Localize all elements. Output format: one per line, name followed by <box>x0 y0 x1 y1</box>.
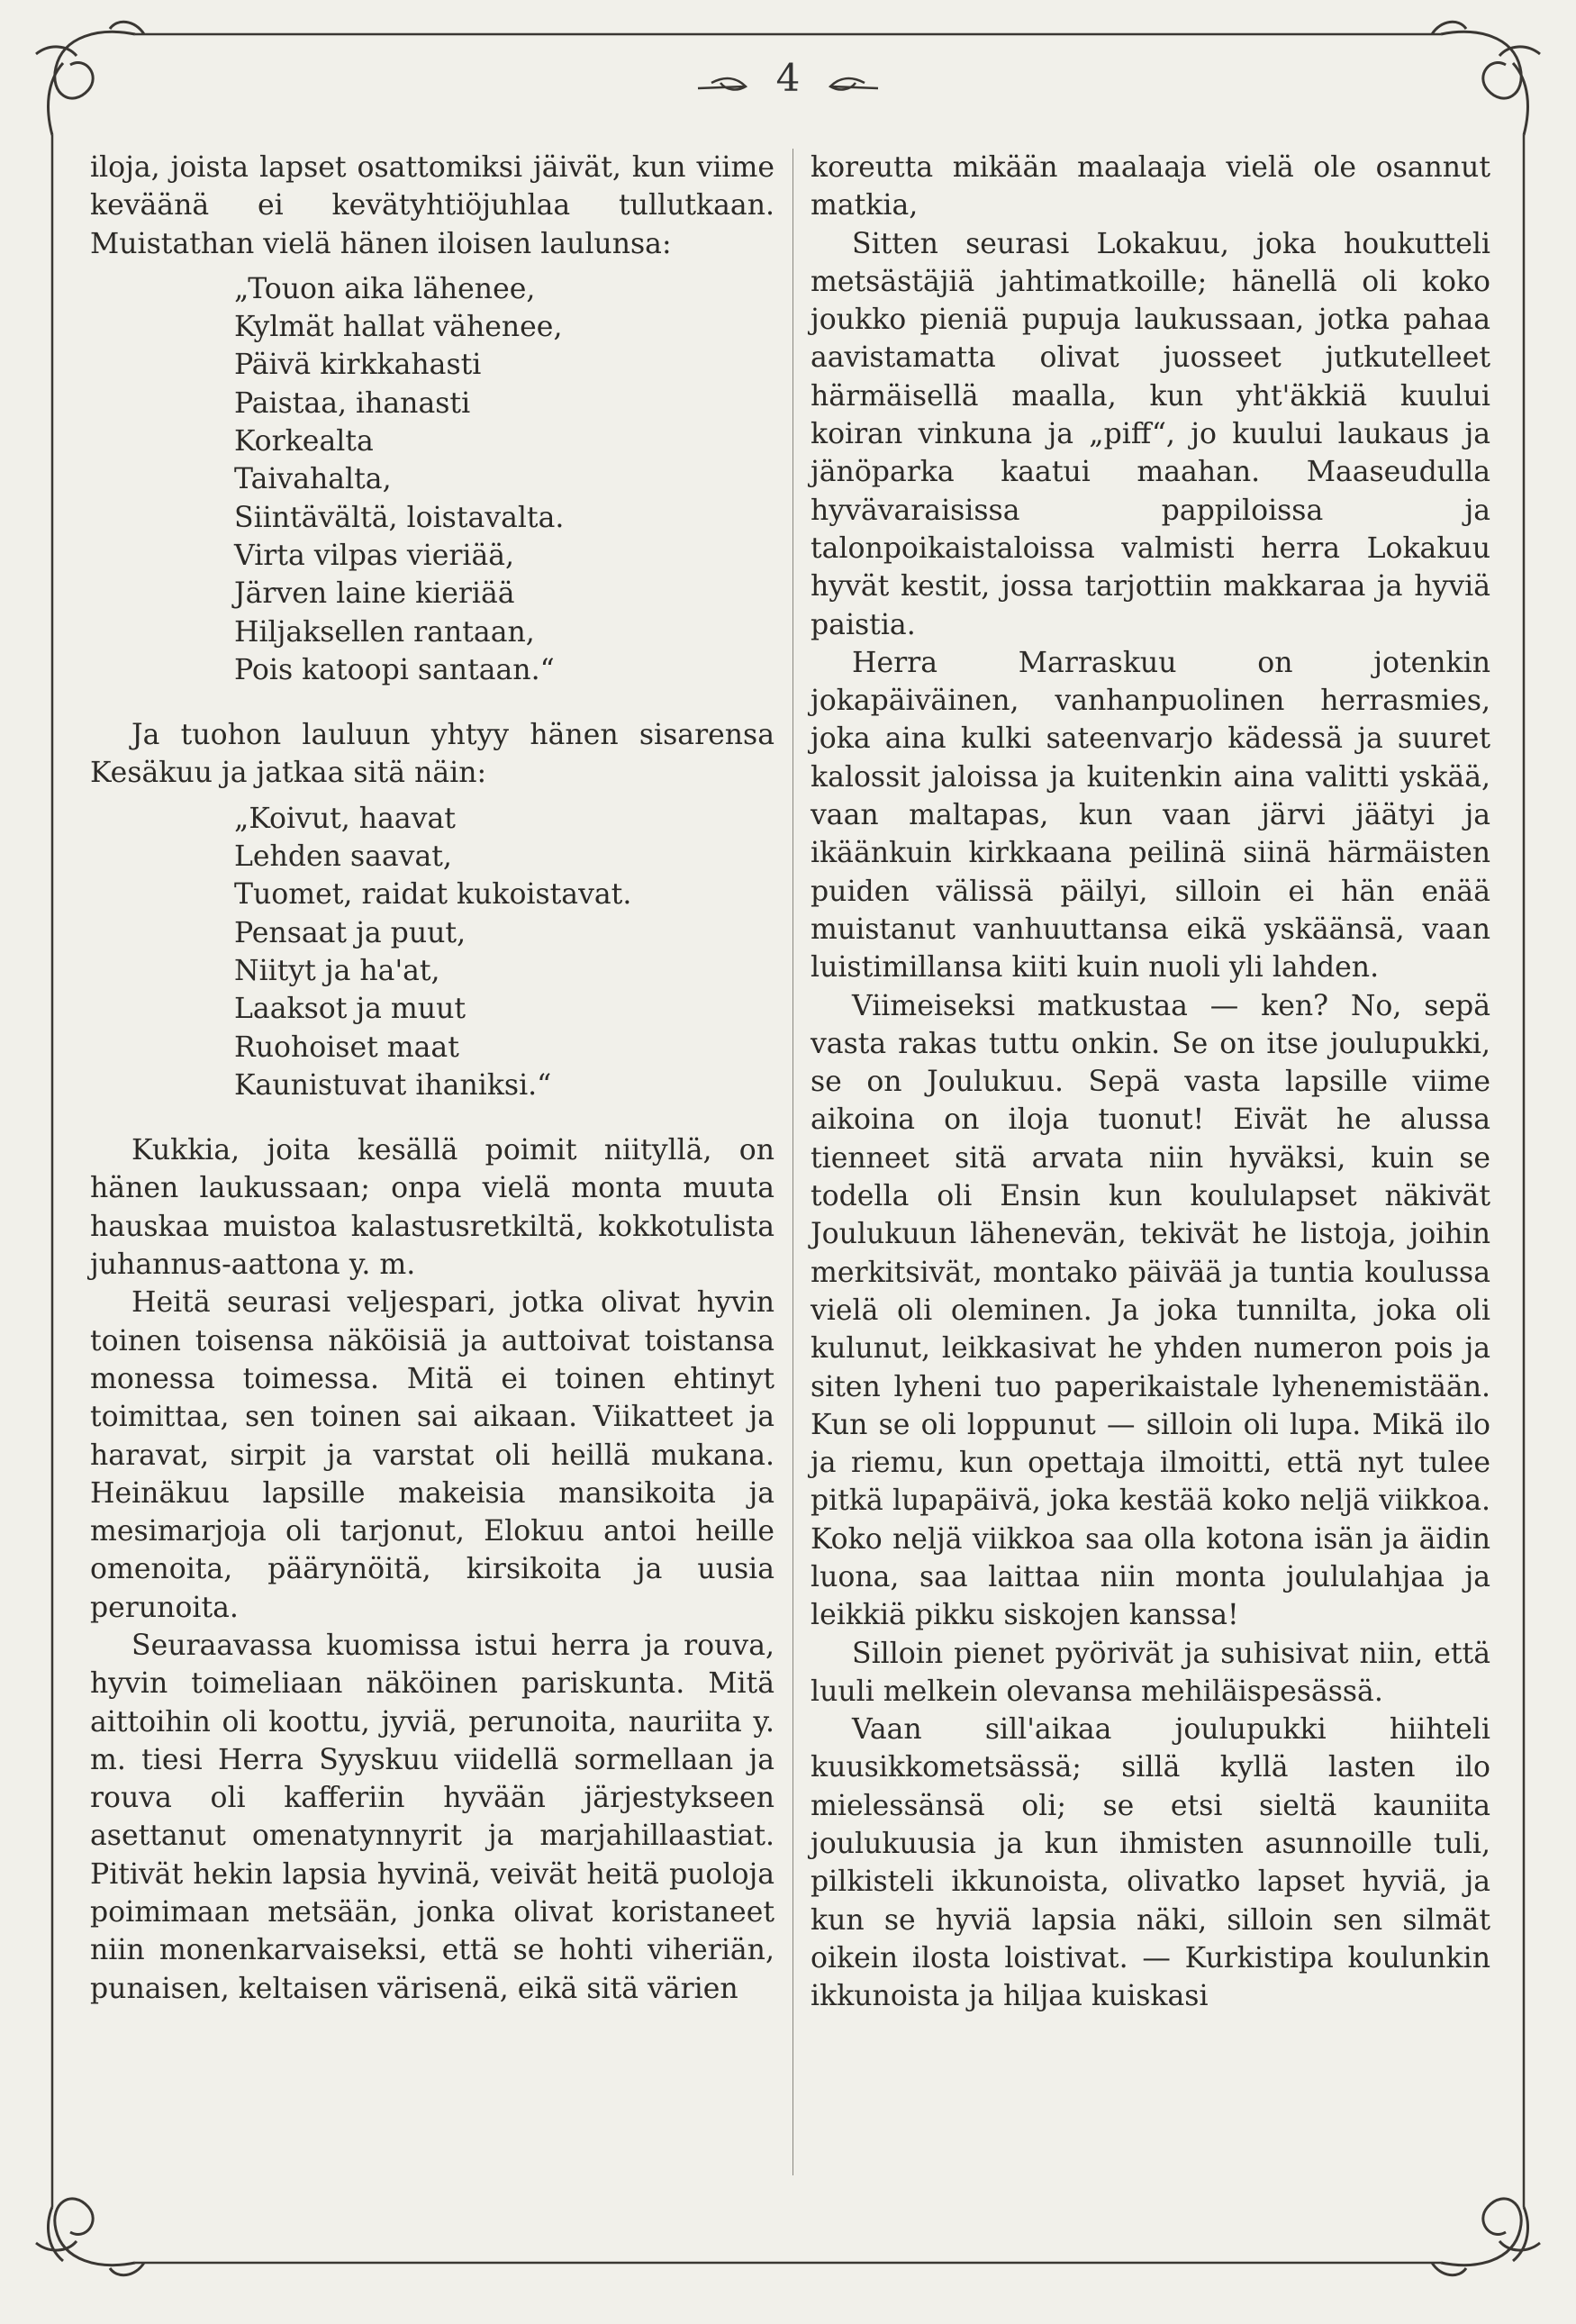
page-number: 4 <box>775 56 801 100</box>
paragraph: Heitä seurasi veljespari, jotka olivat hyvin toinen toisensa näköisiä ja auttoivat toistansa monessa toimessa. Mitä ei toinen ehtinyt toimittaa, sen toinen sai aikaan. Viikatteet ja haravat, sirpit ja varstat oli heillä mukana. Heinäkuu lapsille makeisia mansikoita ja mesimarjoja oli tarjonut, Elokuu antoi heille omenoita, päärynöitä, kirsikoita ja uusia perunoita. <box>90 1286 774 1624</box>
poem-line: Kaunistuvat ihaniksi.“ <box>234 1068 552 1102</box>
poem-line: Virta vilpas vieriää, <box>234 539 515 572</box>
poem-line: Paistaa, ihanasti <box>234 386 471 420</box>
poem-line: „Touon aika lähenee, <box>234 272 536 305</box>
poem-line: Pois katoopi santaan.“ <box>234 653 555 686</box>
paragraph: Herra Marraskuu on jotenkin jokapäiväinen, vanhanpuolinen herrasmies, joka aina kulki sateenvarjo kädessä ja suuret kalossit jaloissa ja kuitenkin aina valitti yskää, vaan maltapas, kun vaan järvi jäätyi ja ikäänkuin kirkkaana peilinä siinä härmäisten puiden välissä päilyi, silloin ei hän enää muistanut vanhuuttansa eikä yskäänsä, vaan luistimillansa kiiti kuin nuoli yli lahden. <box>811 646 1490 985</box>
poem-line: Siintävältä, loistavalta. <box>234 501 565 534</box>
paragraph: iloja, joista lapset osattomiksi jäivät, kun viime keväänä ei kevätyhtiöjuhlaa tullutkaan. Muistathan vielä hänen iloisen laulunsa: <box>90 151 774 260</box>
poem-touon-aika <box>234 270 774 689</box>
poem-line: Laaksot ja muut <box>234 993 466 1026</box>
corner-flourish-bottom-left-icon <box>36 2199 144 2275</box>
poem-line: Pensaat ja puut, <box>234 916 466 949</box>
poem-line: Niityt ja ha'at, <box>234 954 440 987</box>
poem-line: „Koivut, haavat <box>234 802 456 835</box>
poem-line: Kylmät hallat vähenee, <box>234 311 563 344</box>
paragraph: Kukkia, joita kesällä poimit niityllä, on hänen laukussaan; onpa vielä monta muuta hauskaa muistoa kalastusretkiltä, kokkotulista juhannus-aattona y. m. <box>90 1134 774 1282</box>
paragraph: Seuraavassa kuomissa istui herra ja rouva, hyvin toimeliaan näköinen pariskunta. Mitä aittoihin oli koottu, jyviä, perunoita, nauriita y. m. tiesi Herra Syyskuu viidellä sormellaan ja rouva oli kafferiin hyvään järjestykseen asettanut omenatynnyrit ja marjahillaastiat. Pitivät hekin lapsia hyvinä, veivät heitä puoloja poimimaan metsään, jonka olivat koristaneet niin monenkarvaiseksi, että se hohti viheriän, punaisen, keltaisen värisenä, eikä sitä värien <box>90 1629 774 2005</box>
poem-koivut-haavat <box>234 800 774 1104</box>
paragraph: Sitten seurasi Lokakuu, joka houkutteli metsästäjiä jahtimatkoille; hänellä oli koko joukko pieniä pupuja laukussaan, jotka pahaa aavistamatta olivat juosseet jutkutelleet härmäisellä maalla, kun yht'äkkiä kuului koiran vinkuna ja „piff“, jo kuului laukaus ja jänöparka kaatui maahan. Maaseudulla hyvävaraisissa pappiloissa ja talonpoikaistaloissa valmisti herra Lokakuu hyvät kestit, jossa tarjottiin makkaraa ja hyviä paistia. <box>811 227 1490 641</box>
left-column <box>90 149 774 2008</box>
paragraph: koreutta mikään maalaaja vielä ole osannut matkia, <box>811 151 1490 222</box>
poem-line: Järven laine kieriää <box>234 577 515 611</box>
poem-line: Hiljaksellen rantaan, <box>234 615 535 649</box>
paragraph: Viimeiseksi matkustaa — ken? No, sepä vasta rakas tuttu onkin. Se on itse joulupukki, se on Joulukuu. Sepä vasta lapsille viime aikoina on iloja tuonut! Eivät he alussa tienneet sitä arvata niin hyväksi, kuin se todella oli Ensin kun koululapset näkivät Joulukuun lähenevän, tekivät he listoja, joihin merkitsivät, montako päivää ja tuntia koulussa vielä oli oleminen. Ja joka tunnilta, joka oli kulunut, leikkasivat he yhden numeron pois ja siten lyheni tuo paperikaistale lyhenemistään. Kun se oli loppunut — silloin oli lupa. Mikä ilo ja riemu, kun opettaja ilmoitti, että nyt tulee pitkä lupapäivä, joka kestää koko neljä viikkoa. Koko neljä viikkoa saa olla kotona isän ja äidin luona, saa laittaa niin monta joululahjaa ja leikkiä pikku siskojen kanssa! <box>811 989 1490 1632</box>
poem-line: Taivahalta, <box>234 463 392 496</box>
poem-line: Ruohoiset maat <box>234 1030 459 1064</box>
poem-line: Tuomet, raidat kukoistavat. <box>234 878 632 912</box>
paragraph: Silloin pienet pyörivät ja suhisivat niin, että luuli melkein olevansa mehiläispesässä. <box>811 1637 1490 1708</box>
corner-flourish-bottom-right-icon <box>1432 2199 1540 2275</box>
poem-line: Lehden saavat, <box>234 840 452 874</box>
paragraph: Ja tuohon lauluun yhtyy hänen sisarensa Kesäkuu ja jatkaa sitä näin: <box>90 719 774 790</box>
paragraph: Vaan sill'aikaa joulupukki hiihteli kuusikkometsässä; sillä kyllä lasten ilo mielessänsä oli; se etsi sieltä kauniita joulukuusia ja kun ihmisten asunnoille tuli, pilkisteli ikkunoista, olivatko lapset hyviä, ja kun se hyviä lapsia näki, silloin sen silmät oikein ilosta loistivat. — Kurkistipa koulunkin ikkunoista ja hiljaa kuiskasi <box>811 1713 1490 2013</box>
right-column <box>811 149 1490 2016</box>
poem-line: Korkealta <box>234 425 374 458</box>
poem-line: Päivä kirkkahasti <box>234 349 482 382</box>
